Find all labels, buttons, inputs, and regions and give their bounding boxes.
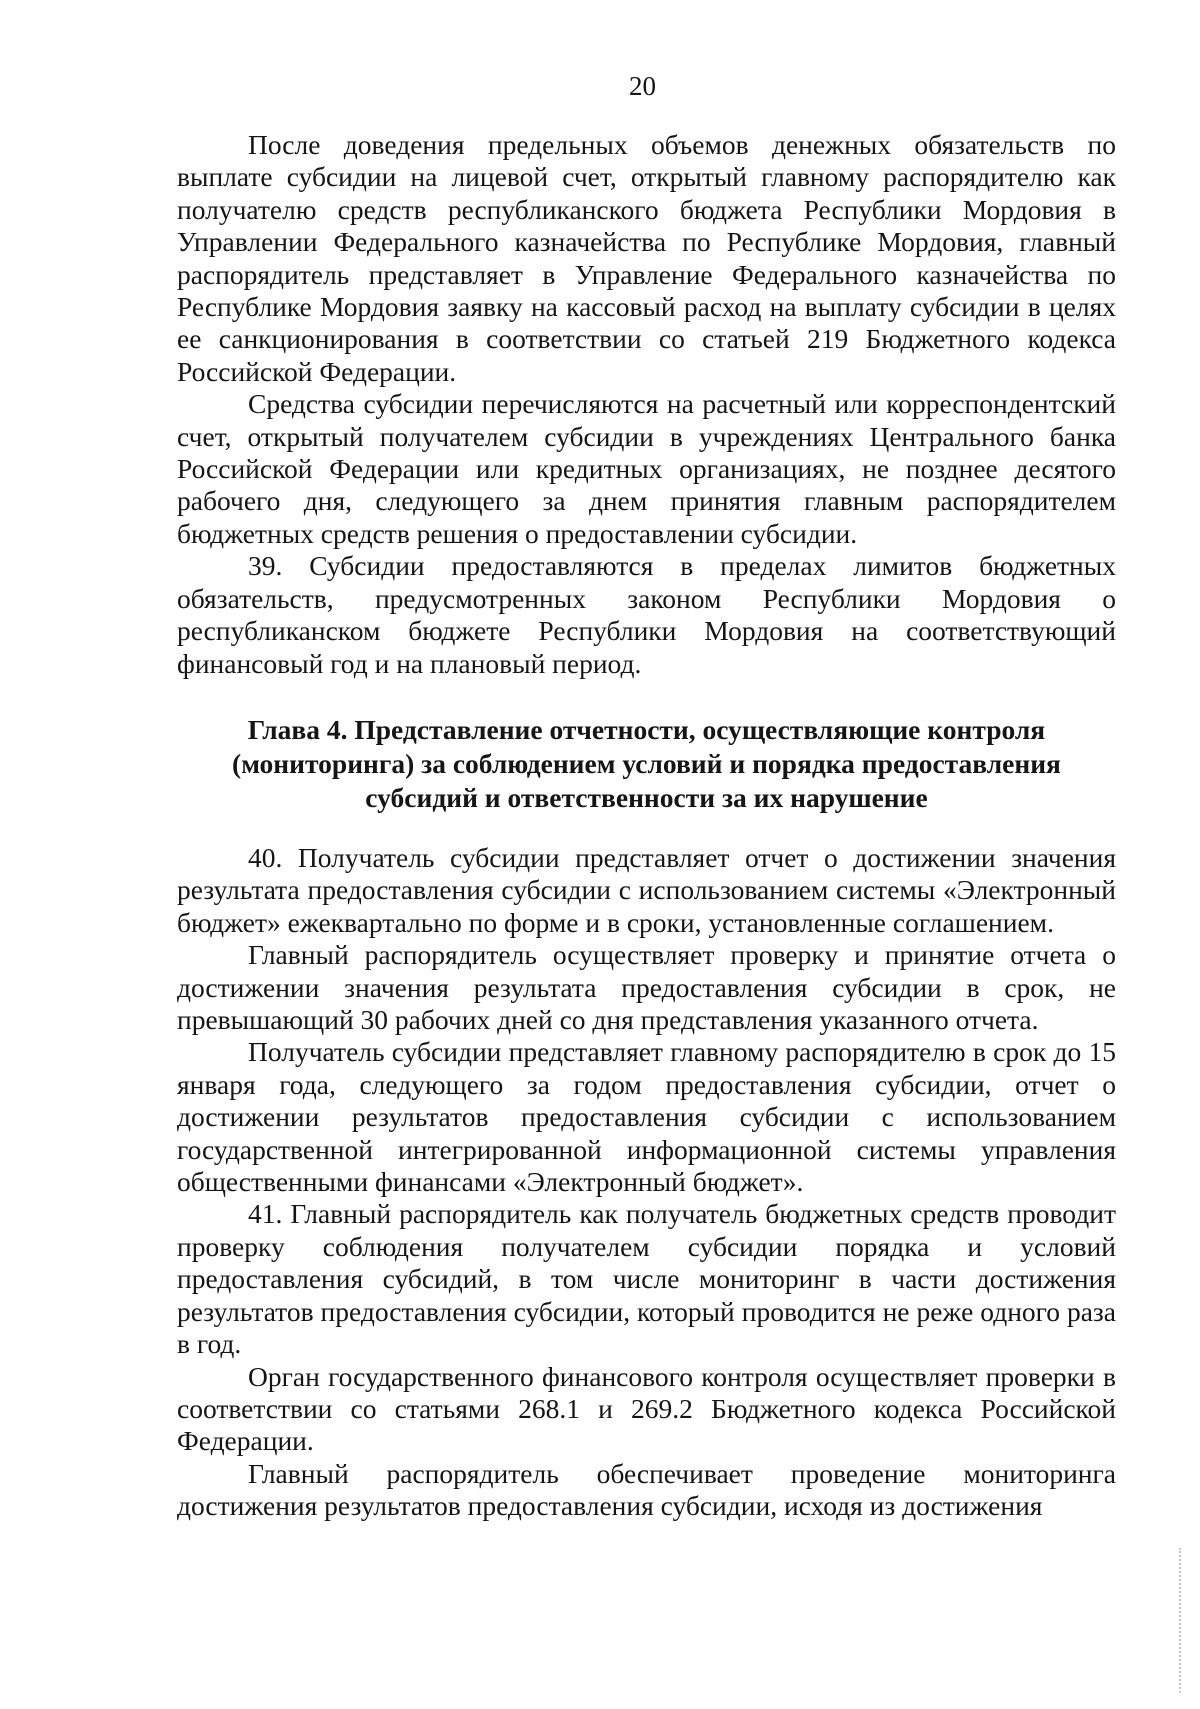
- paragraph-funds-transfer: Средства субсидии перечисляются на расчетный или корреспондентский счет, открытый получателем субсидии в учреждениях Центрального банка Российской Федерации или кредитных организациях, не позднее десятого рабочего дня, следующего за днем принятия главным распорядителем бюджетных средств решения о предоставлении субсидии.: [177, 388, 1116, 549]
- paragraph-41-control: 41. Главный распорядитель как получатель бюджетных средств проводит проверку соблюдения получателем субсидии порядка и условий предоставления субсидий, в том числе мониторинг в части достижения результатов предоставления субсидии, который проводится не реже одного раза в год.: [177, 1198, 1116, 1360]
- body-text-top: [177, 129, 1116, 680]
- paragraph-payment-request: После доведения предельных объемов денежных обязательств по выплате субсидии на лицевой счет, открытый главному распорядителю как получателю средств республиканского бюджета Республики Мордовия в Управлении Федерального казначейства по Республике Мордовия, главный распорядитель представляет в Управление Федерального казначейства по Республике Мордовия заявку на кассовый расход на выплату субсидии в целях ее санкционирования в соответствии со статьей 219 Бюджетного кодекса Российской Федерации.: [177, 129, 1116, 387]
- scan-margin-marks: [1179, 1548, 1183, 1693]
- paragraph-39-limits: 39. Субсидии предоставляются в пределах лимитов бюджетных обязательств, предусмотренных законом Республики Мордовия о республиканском бюджете Республики Мордовия на соответствующий финансовый год и на плановый период.: [177, 550, 1116, 679]
- paragraph-monitoring: Главный распорядитель обеспечивает проведение мониторинга достижения результатов предоставления субсидии, исходя из достижения: [177, 1457, 1116, 1522]
- paragraph-report-check: Главный распорядитель осуществляет проверку и принятие отчета о достижении значения результата предоставления субсидии в срок, не превышающий 30 рабочих дней со дня представления указанного отчета.: [177, 939, 1116, 1036]
- page-number: 20: [629, 71, 656, 101]
- paragraph-annual-report: Получатель субсидии представляет главному распорядителю в срок до 15 января года, следующего за годом предоставления субсидии, отчет о достижении результатов предоставления субсидии с использованием государственной интегрированной информационной системы управления общественными финансами «Электронный бюджет».: [177, 1036, 1116, 1198]
- chapter-4-title: Глава 4. Представление отчетности, осуществляющие контроля (мониторинга) за соблюдением условий и порядка предоставления субсидий и ответственности за их нарушение: [232, 714, 1061, 813]
- paragraph-financial-control: Орган государственного финансового контроля осуществляет проверки в соответствии со статьями 268.1 и 269.2 Бюджетного кодекса Российской Федерации.: [177, 1360, 1116, 1457]
- paragraph-40-report: 40. Получатель субсидии представляет отчет о достижении значения результата предоставления субсидии с использованием системы «Электронный бюджет» ежеквартально по форме и в сроки, установленные соглашением.: [177, 842, 1116, 938]
- body-text-bottom: [177, 842, 1116, 1523]
